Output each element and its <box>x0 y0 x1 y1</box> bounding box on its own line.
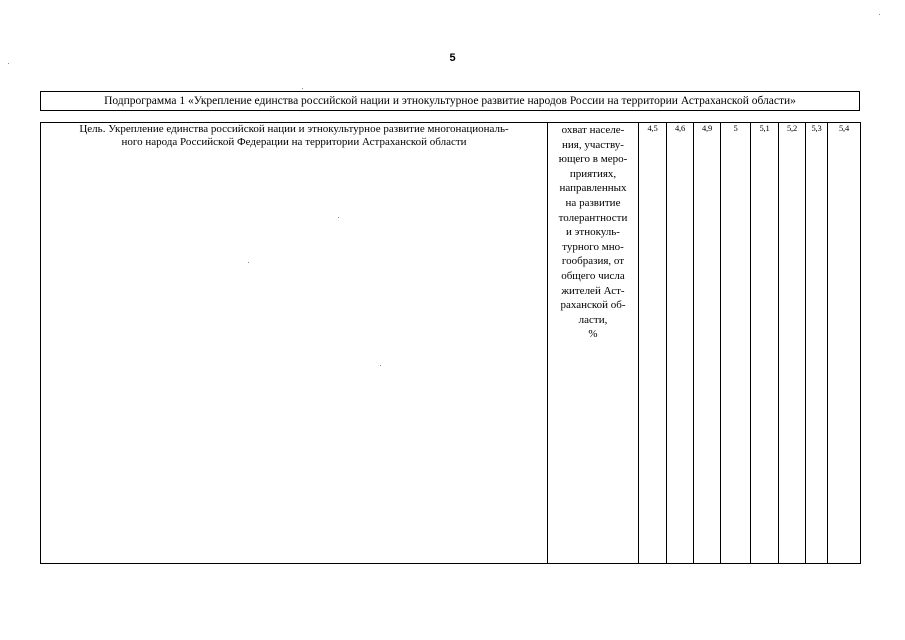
indicator-line: толерантности <box>558 211 628 224</box>
goal-line-1: Цель. Укрепление единства российской нации и этнокультурное развитие многонациональ- <box>79 123 509 135</box>
value-cell: 5,4 <box>828 123 861 564</box>
goal-text <box>41 123 547 149</box>
indicator-line: ющего в меро- <box>558 153 628 166</box>
value-cell: 4,9 <box>694 123 721 564</box>
indicator-line: охват населе- <box>561 124 625 136</box>
indicator-line: общего числа <box>561 269 625 282</box>
value-cell: 5,3 <box>806 123 828 564</box>
table-row <box>41 123 861 564</box>
page-number: 5 <box>449 52 456 64</box>
scan-speck <box>248 262 249 263</box>
scan-speck <box>879 14 880 15</box>
scan-speck <box>302 88 303 89</box>
goal-line-2: ного народа Российской Федерации на территории Астраханской области <box>121 136 467 148</box>
scan-speck <box>8 63 9 64</box>
indicator-line: гообразия, от <box>561 255 625 268</box>
goal-cell <box>41 123 548 564</box>
indicators-table <box>40 122 861 564</box>
indicator-line: ния, участву- <box>562 138 624 151</box>
indicator-line: приятиях, <box>569 167 617 180</box>
value-cell: 5,1 <box>751 123 779 564</box>
indicator-cell <box>548 123 639 564</box>
value-cell: 4,6 <box>667 123 694 564</box>
indicator-line: направленных <box>559 182 627 195</box>
scan-speck <box>338 217 339 218</box>
subprogram-header: Подпрограмма 1 «Укрепление единства российской нации и этнокультурное развитие народов России на территории Астраханской области» <box>40 91 860 111</box>
scan-speck <box>380 365 381 366</box>
indicator-line: % <box>588 328 598 341</box>
indicator-line: ласти, <box>578 313 608 326</box>
indicator-line: жителей Аст- <box>561 284 625 297</box>
value-cell: 5 <box>721 123 751 564</box>
indicator-line: раханской об- <box>560 299 626 312</box>
value-cell: 5,2 <box>779 123 806 564</box>
indicator-line: турного мно- <box>562 240 624 253</box>
indicator-line: на развитие <box>565 196 621 209</box>
value-cell: 4,5 <box>639 123 667 564</box>
indicator-line: и этнокуль- <box>566 226 620 239</box>
